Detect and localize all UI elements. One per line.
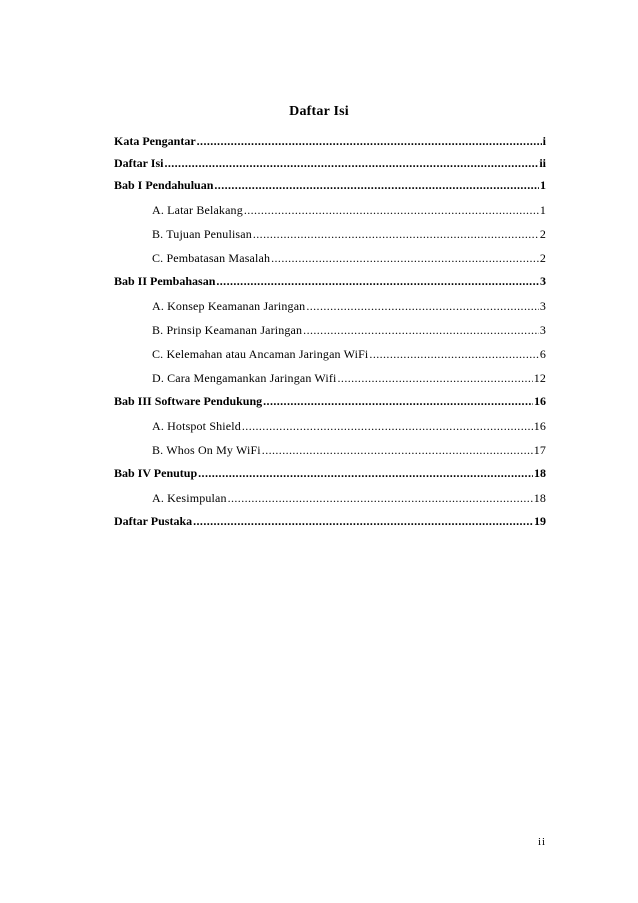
toc-entry-label: B. Tujuan Penulisan — [152, 227, 252, 241]
toc-subentry[interactable] — [114, 438, 546, 462]
toc-entry-page: 17 — [533, 443, 546, 457]
toc-entry-label: A. Kesimpulan — [152, 491, 227, 505]
toc-entry-page: 16 — [534, 394, 546, 408]
toc-subentry[interactable] — [114, 486, 546, 510]
dot-leader — [263, 390, 533, 412]
dot-leader — [244, 198, 539, 222]
toc-subentry[interactable] — [114, 246, 546, 270]
toc-entry-page: i — [542, 134, 546, 148]
table-of-contents — [114, 130, 546, 532]
toc-subentry[interactable] — [114, 318, 546, 342]
toc-entry-label: Daftar Pustaka — [114, 514, 193, 528]
toc-entry-page: 12 — [533, 371, 546, 385]
toc-entry-label: A. Latar Belakang — [152, 203, 243, 217]
toc-entry-page: 18 — [534, 466, 546, 480]
toc-entry-label: Daftar Isi — [114, 156, 164, 170]
toc-entry-label: A. Konsep Keamanan Jaringan — [152, 299, 306, 313]
toc-entry-page: 1 — [540, 178, 546, 192]
dot-leader — [193, 510, 533, 532]
toc-entry[interactable] — [114, 510, 546, 532]
dot-leader — [306, 294, 539, 318]
toc-subentry[interactable] — [114, 294, 546, 318]
toc-entry-label: B. Whos On My WiFi — [152, 443, 261, 457]
toc-entry-page: 1 — [539, 203, 546, 217]
page-number: ii — [538, 836, 547, 848]
dot-leader — [198, 462, 533, 484]
toc-entry-page: 19 — [534, 514, 546, 528]
toc-entry-label: Bab II Pembahasan — [114, 274, 216, 288]
toc-entry-label: Bab I Pendahuluan — [114, 178, 214, 192]
dot-leader — [369, 342, 538, 366]
toc-subentry[interactable] — [114, 366, 546, 390]
toc-entry[interactable] — [114, 130, 546, 152]
toc-entry-page: ii — [539, 156, 546, 170]
toc-entry[interactable] — [114, 390, 546, 412]
toc-subentry[interactable] — [114, 414, 546, 438]
toc-entry-label: C. Kelemahan atau Ancaman Jaringan WiFi — [152, 347, 369, 361]
dot-leader — [303, 318, 539, 342]
toc-entry-page: 6 — [539, 347, 546, 361]
toc-entry-label: Bab III Software Pendukung — [114, 394, 263, 408]
dot-leader — [214, 174, 539, 196]
toc-entry-label: Bab IV Penutup — [114, 466, 198, 480]
toc-entry-label: D. Cara Mengamankan Jaringan Wifi — [152, 371, 337, 385]
toc-entry-page: 3 — [539, 299, 546, 313]
dot-leader — [197, 130, 542, 152]
dot-leader — [271, 246, 539, 270]
toc-entry[interactable] — [114, 462, 546, 484]
page-title: Daftar Isi — [289, 104, 349, 119]
toc-entry-label: C. Pembatasan Masalah — [152, 251, 271, 265]
toc-entry-page: 3 — [539, 323, 546, 337]
toc-subentry[interactable] — [114, 222, 546, 246]
toc-entry-label: A. Hotspot Shield — [152, 419, 241, 433]
toc-entry-page: 2 — [539, 227, 546, 241]
toc-subentry[interactable] — [114, 198, 546, 222]
dot-leader — [262, 438, 533, 462]
toc-entry[interactable] — [114, 174, 546, 196]
dot-leader — [216, 270, 539, 292]
toc-entry-label: Kata Pengantar — [114, 134, 196, 148]
toc-entry[interactable] — [114, 270, 546, 292]
dot-leader — [164, 152, 538, 174]
toc-subentry[interactable] — [114, 342, 546, 366]
toc-entry[interactable] — [114, 152, 546, 174]
toc-entry-label: B. Prinsip Keamanan Jaringan — [152, 323, 303, 337]
dot-leader — [253, 222, 539, 246]
toc-entry-page: 18 — [533, 491, 546, 505]
toc-entry-page: 16 — [533, 419, 546, 433]
dot-leader — [338, 366, 533, 390]
dot-leader — [242, 414, 533, 438]
toc-entry-page: 3 — [540, 274, 546, 288]
dot-leader — [228, 486, 533, 510]
toc-entry-page: 2 — [539, 251, 546, 265]
